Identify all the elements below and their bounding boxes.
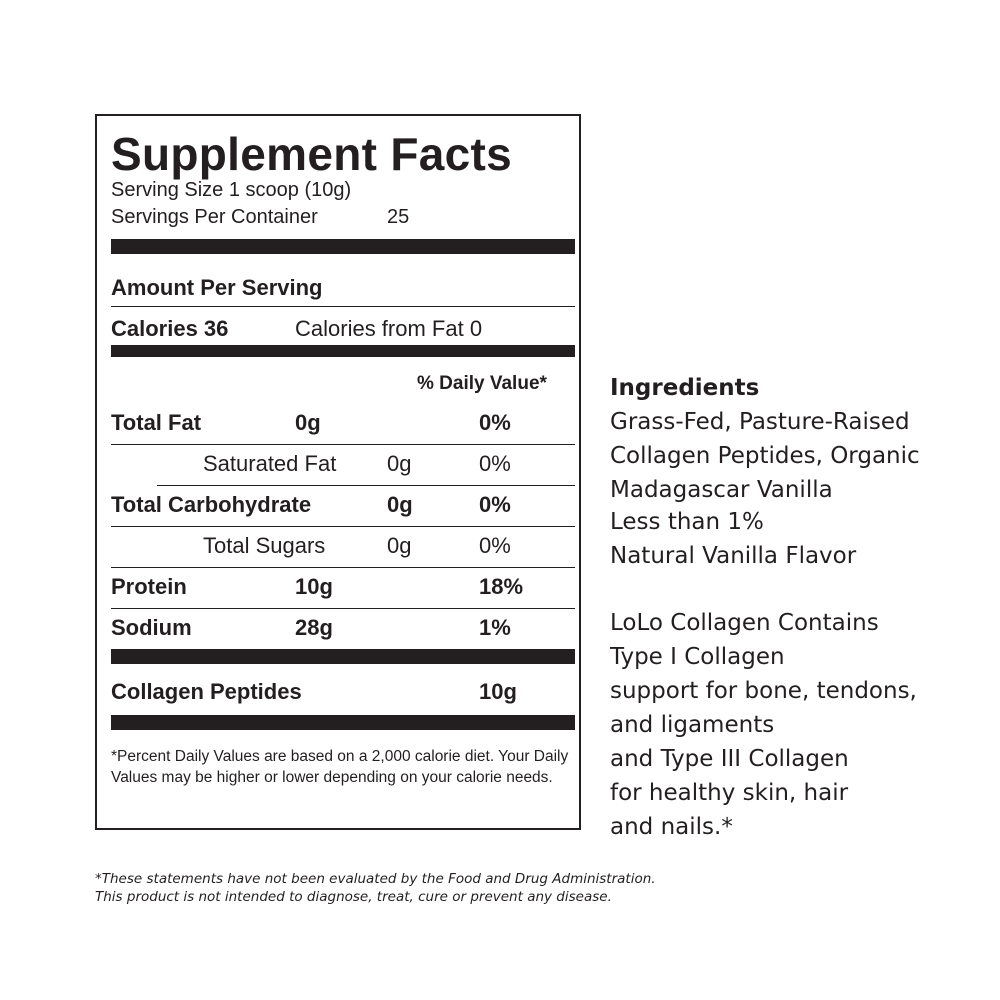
less-than-text: Natural Vanilla Flavor xyxy=(610,543,857,569)
disclaimer-line: This product is not intended to diagnose, treat, cure or prevent any disease. xyxy=(95,889,612,905)
calories-from-fat: Calories from Fat 0 xyxy=(295,316,483,341)
nutrient-dv: 0% xyxy=(479,410,511,435)
nutrient-name: Total Carbohydrate xyxy=(111,492,312,517)
nutrient-name: Total Fat xyxy=(111,410,202,435)
fda-disclaimer xyxy=(95,870,656,906)
servings-per-container-label: Servings Per Container xyxy=(111,206,318,228)
nutrient-amount: 0g xyxy=(387,451,412,476)
daily-value-footnote: *Percent Daily Values are based on a 2,000 calorie diet. Your Daily Values may be higher or lower depending on your calorie needs. xyxy=(111,748,569,786)
ingredients-line: Madagascar Vanilla xyxy=(610,477,833,503)
daily-value-header: % Daily Value* xyxy=(417,373,547,394)
disclaimer-line: *These statements have not been evaluated by the Food and Drug Administration. xyxy=(95,871,656,887)
panel-title: Supplement Facts xyxy=(111,128,512,180)
ingredients-line: Collagen Peptides, Organic xyxy=(610,443,920,469)
divider xyxy=(111,608,575,609)
contains-line: and Type III Collagen xyxy=(610,746,849,772)
ingredients-line: Grass-Fed, Pasture-Raised xyxy=(610,409,910,435)
calories: Calories 36 xyxy=(111,316,229,341)
amount-per-serving: Amount Per Serving xyxy=(111,275,323,300)
thick-divider xyxy=(111,345,575,357)
contains-line: Type I Collagen xyxy=(610,644,785,670)
contains-heading: LoLo Collagen Contains xyxy=(610,610,879,636)
nutrient-name: Total Sugars xyxy=(203,533,326,558)
thick-divider xyxy=(111,239,575,254)
collagen-peptides-amount: 10g xyxy=(479,679,517,704)
contains-line: and ligaments xyxy=(610,712,775,738)
divider xyxy=(111,526,575,527)
contains-line: and nails.* xyxy=(610,814,733,840)
nutrient-dv: 1% xyxy=(479,615,511,640)
collagen-peptides-name: Collagen Peptides xyxy=(111,679,302,704)
nutrient-dv: 0% xyxy=(479,533,511,558)
nutrient-amount: 0g xyxy=(387,492,413,517)
less-than-heading: Less than 1% xyxy=(610,509,764,535)
divider xyxy=(157,485,575,486)
contains-line: support for bone, tendons, xyxy=(610,678,917,704)
nutrient-name: Protein xyxy=(111,574,187,599)
nutrient-amount: 0g xyxy=(295,410,321,435)
nutrient-amount: 28g xyxy=(295,615,333,640)
ingredients-heading: Ingredients xyxy=(610,375,760,401)
nutrient-amount: 10g xyxy=(295,574,333,599)
nutrient-name: Sodium xyxy=(111,615,192,640)
divider xyxy=(111,306,575,307)
nutrient-dv: 18% xyxy=(479,574,524,599)
thick-divider xyxy=(111,715,575,730)
nutrient-dv: 0% xyxy=(479,451,511,476)
contains-line: for healthy skin, hair xyxy=(610,780,849,806)
nutrient-name: Saturated Fat xyxy=(203,451,337,476)
supplement-facts-panel xyxy=(95,114,581,830)
thick-divider xyxy=(111,649,575,664)
nutrient-dv: 0% xyxy=(479,492,511,517)
divider xyxy=(111,444,575,445)
serving-size: Serving Size 1 scoop (10g) xyxy=(111,179,352,201)
nutrient-amount: 0g xyxy=(387,533,412,558)
divider xyxy=(111,567,575,568)
servings-per-container-value: 25 xyxy=(387,206,410,228)
